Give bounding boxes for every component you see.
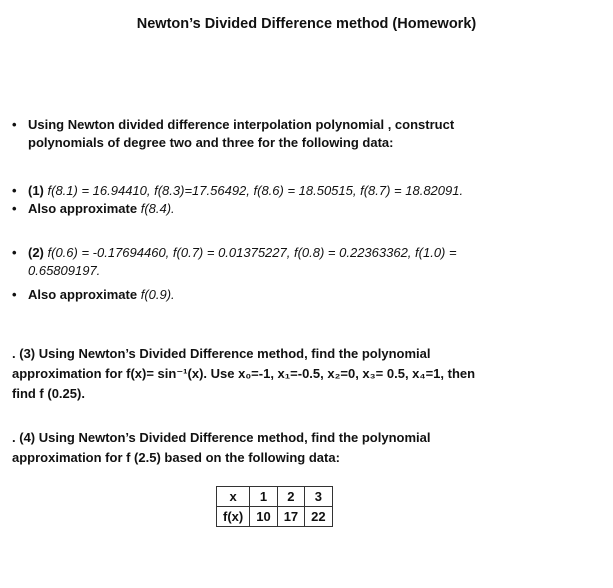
- question-3: [12, 344, 602, 404]
- table-row: [217, 507, 333, 527]
- table-header-fx: f(x): [217, 507, 250, 527]
- bullet: •: [12, 245, 17, 260]
- bullet: •: [12, 183, 17, 198]
- table-header-x: x: [217, 487, 250, 507]
- table-cell: 17: [277, 507, 304, 527]
- bullet: •: [12, 201, 17, 216]
- q2-also-expr: f(0.9).: [140, 287, 175, 302]
- q1-data: f(8.1) = 16.94410, f(8.3)=17.56492, f(8.6) = 18.50515, f(8.7) = 18.82091.: [47, 183, 464, 198]
- q4-line-1: (4) Using Newton’s Divided Difference method, find the polynomial: [19, 430, 431, 445]
- page-title: Newton’s Divided Difference method (Homework): [136, 16, 477, 32]
- q3-line-3: find f (0.25).: [12, 386, 85, 401]
- q2-also-text: Also approximate: [28, 287, 138, 302]
- q2-data-line-2: 0.65809197.: [28, 263, 101, 278]
- q1-label: (1): [28, 183, 44, 198]
- q1-also-expr: f(8.4).: [140, 201, 175, 216]
- table-cell: 3: [305, 487, 332, 507]
- table-cell: 1: [250, 487, 277, 507]
- table-cell: 10: [250, 507, 277, 527]
- question-2: [12, 244, 602, 304]
- intro-line-2: polynomials of degree two and three for the following data:: [28, 135, 394, 150]
- intro-line-1: Using Newton divided difference interpolation polynomial , construct: [28, 117, 455, 132]
- bullet: •: [12, 117, 17, 132]
- intro-block: [12, 116, 602, 152]
- question-4: [12, 428, 602, 468]
- q3-lead-dot: .: [12, 346, 16, 361]
- table-row: [217, 487, 333, 507]
- q3-line-2: approximation for f(x)= sin⁻¹(x). Use x₀=-1, x₁=-0.5, x₂=0, x₃= 0.5, x₄=1, then: [12, 366, 476, 381]
- q2-data-line-1: f(0.6) = -0.17694460, f(0.7) = 0.01375227, f(0.8) = 0.22363362, f(1.0) =: [47, 245, 457, 260]
- table-cell: 22: [305, 507, 332, 527]
- q4-line-2: approximation for f (2.5) based on the following data:: [12, 450, 340, 465]
- question-1: [12, 182, 602, 218]
- table-cell: 2: [277, 487, 304, 507]
- q4-lead-dot: .: [12, 430, 16, 445]
- q2-label: (2): [28, 245, 44, 260]
- q1-also-text: Also approximate: [28, 201, 138, 216]
- q3-line-1: (3) Using Newton’s Divided Difference method, find the polynomial: [19, 346, 431, 361]
- bullet: •: [12, 287, 17, 302]
- data-table: [216, 486, 333, 527]
